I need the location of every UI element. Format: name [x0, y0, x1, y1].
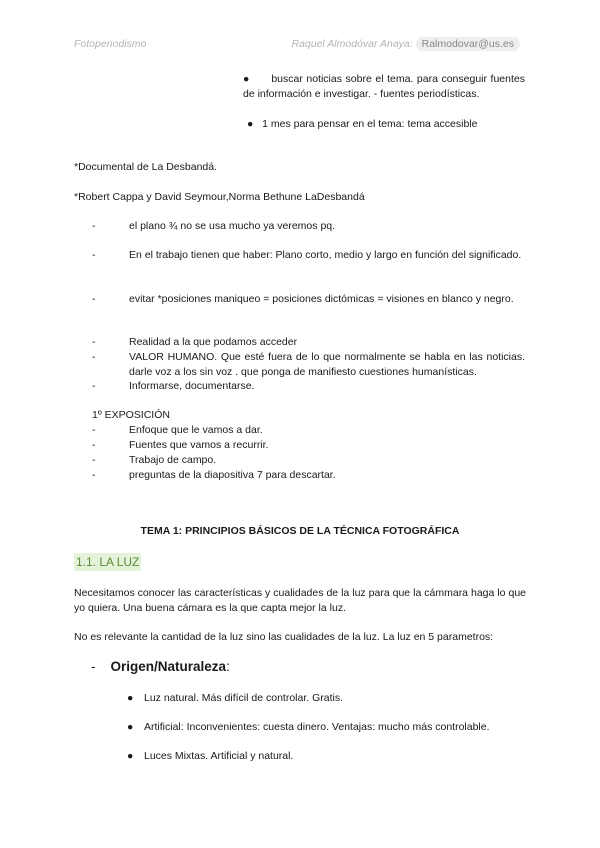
- note-photographers: *Robert Cappa y David Seymour,Norma Bethune LaDesbandá: [74, 191, 365, 203]
- list-item: [92, 335, 525, 350]
- origin-colon: :: [226, 659, 230, 674]
- origin-bullet-text: Artificial: Inconvenientes: cuesta dinero. Ventajas: mucho más controlable.: [144, 721, 490, 733]
- dash-marker: -: [92, 249, 96, 261]
- bullet-dot: ●: [243, 73, 250, 85]
- origin-bullet: [127, 691, 343, 706]
- author-email-link[interactable]: Ralmodovar@us.es: [416, 37, 520, 51]
- dash-marker: -: [92, 380, 96, 392]
- list-item: [92, 379, 525, 394]
- dash-marker: -: [92, 439, 96, 451]
- origin-bullet: [127, 720, 490, 735]
- bullet-dot: ●: [127, 750, 134, 762]
- list-item-text: Trabajo de campo.: [129, 454, 217, 466]
- origin-bullet: [127, 749, 293, 764]
- list-item: [92, 423, 525, 438]
- list-item-text: Realidad a la que podamos acceder: [129, 336, 298, 348]
- list-item: [92, 453, 525, 468]
- dash-marker: -: [92, 351, 96, 363]
- dash-marker: -: [92, 469, 96, 481]
- origin-heading: [91, 659, 230, 674]
- list-item: [92, 438, 525, 453]
- bullet-dot: ●: [127, 721, 134, 733]
- top-bullet-text: buscar noticias sobre el tema. para conseguir fuentes de información e investigar. - fuentes periodísticas.: [243, 73, 525, 100]
- header-author: [291, 37, 520, 51]
- origin-bullet-text: Luz natural. Más difícil de controlar. Gratis.: [144, 692, 344, 704]
- list-item-text: preguntas de la diapositiva 7 para descartar.: [129, 469, 336, 481]
- top-bullet-2: [247, 117, 537, 132]
- dash-marker: -: [92, 220, 96, 232]
- origin-bullet-text: Luces Mixtas. Artificial y natural.: [144, 750, 294, 762]
- list-item-text: el plano ¾ no se usa mucho ya veremos pq.: [129, 220, 336, 232]
- list-item: [92, 219, 525, 234]
- top-bullet-1: [243, 72, 525, 102]
- note-documental: *Documental de La Desbandá.: [74, 161, 218, 173]
- list-item-text-line: En el trabajo tienen que haber: Plano corto, medio y largo en función del significado.: [129, 249, 522, 261]
- list-item-text: Enfoque que le vamos a dar.: [129, 424, 263, 436]
- dash-marker: -: [92, 336, 96, 348]
- list-item: [92, 292, 525, 307]
- header-subject: Fotoperiodismo: [74, 38, 147, 50]
- exposicion-title: 1º EXPOSICIÓN: [92, 409, 170, 421]
- list-item-text: evitar *posiciones maniqueo = posiciones dictómicas = visiones en blanco y negro.: [129, 293, 514, 305]
- author-name: Raquel Almodóvar Anaya:: [291, 38, 413, 50]
- list-item-text: VALOR HUMANO. Que esté fuera de lo que normalmente se habla en las noticias. darle voz a los sin voz . que ponga de manifiesto cuestiones humanísticas.: [129, 351, 525, 378]
- list-item-text: [92, 248, 525, 263]
- list-item: [92, 468, 525, 483]
- origin-label: Origen/Naturaleza: [110, 659, 227, 674]
- paragraph-parametros: No es relevante la cantidad de la luz sino las cualidades de la luz. La luz en 5 parametros:: [74, 631, 494, 643]
- dash-marker: -: [92, 424, 96, 436]
- dash-marker: -: [91, 659, 96, 674]
- list-item: [92, 248, 525, 263]
- dash-marker: -: [92, 293, 96, 305]
- bullet-dot: ●: [127, 692, 134, 704]
- list-item-text: Fuentes que vamos a recurrir.: [129, 439, 269, 451]
- bullet-dot: ●: [247, 118, 254, 130]
- paragraph-luz-cualidades: Necesitamos conocer las características y cualidades de la luz para que la cámmara haga lo que yo quiera. Una buena cámara es la que capta mejor la luz.: [74, 587, 526, 614]
- list-item: [92, 350, 525, 380]
- section-title: 1.1. LA LUZ: [76, 555, 140, 569]
- tema-heading: TEMA 1: PRINCIPIOS BÁSICOS DE LA TÉCNICA FOTOGRÁFICA: [140, 525, 460, 537]
- list-item-text: Informarse, documentarse.: [129, 380, 255, 392]
- top-bullet-text: 1 mes para pensar en el tema: tema accesible: [262, 118, 478, 130]
- dash-marker: -: [92, 454, 96, 466]
